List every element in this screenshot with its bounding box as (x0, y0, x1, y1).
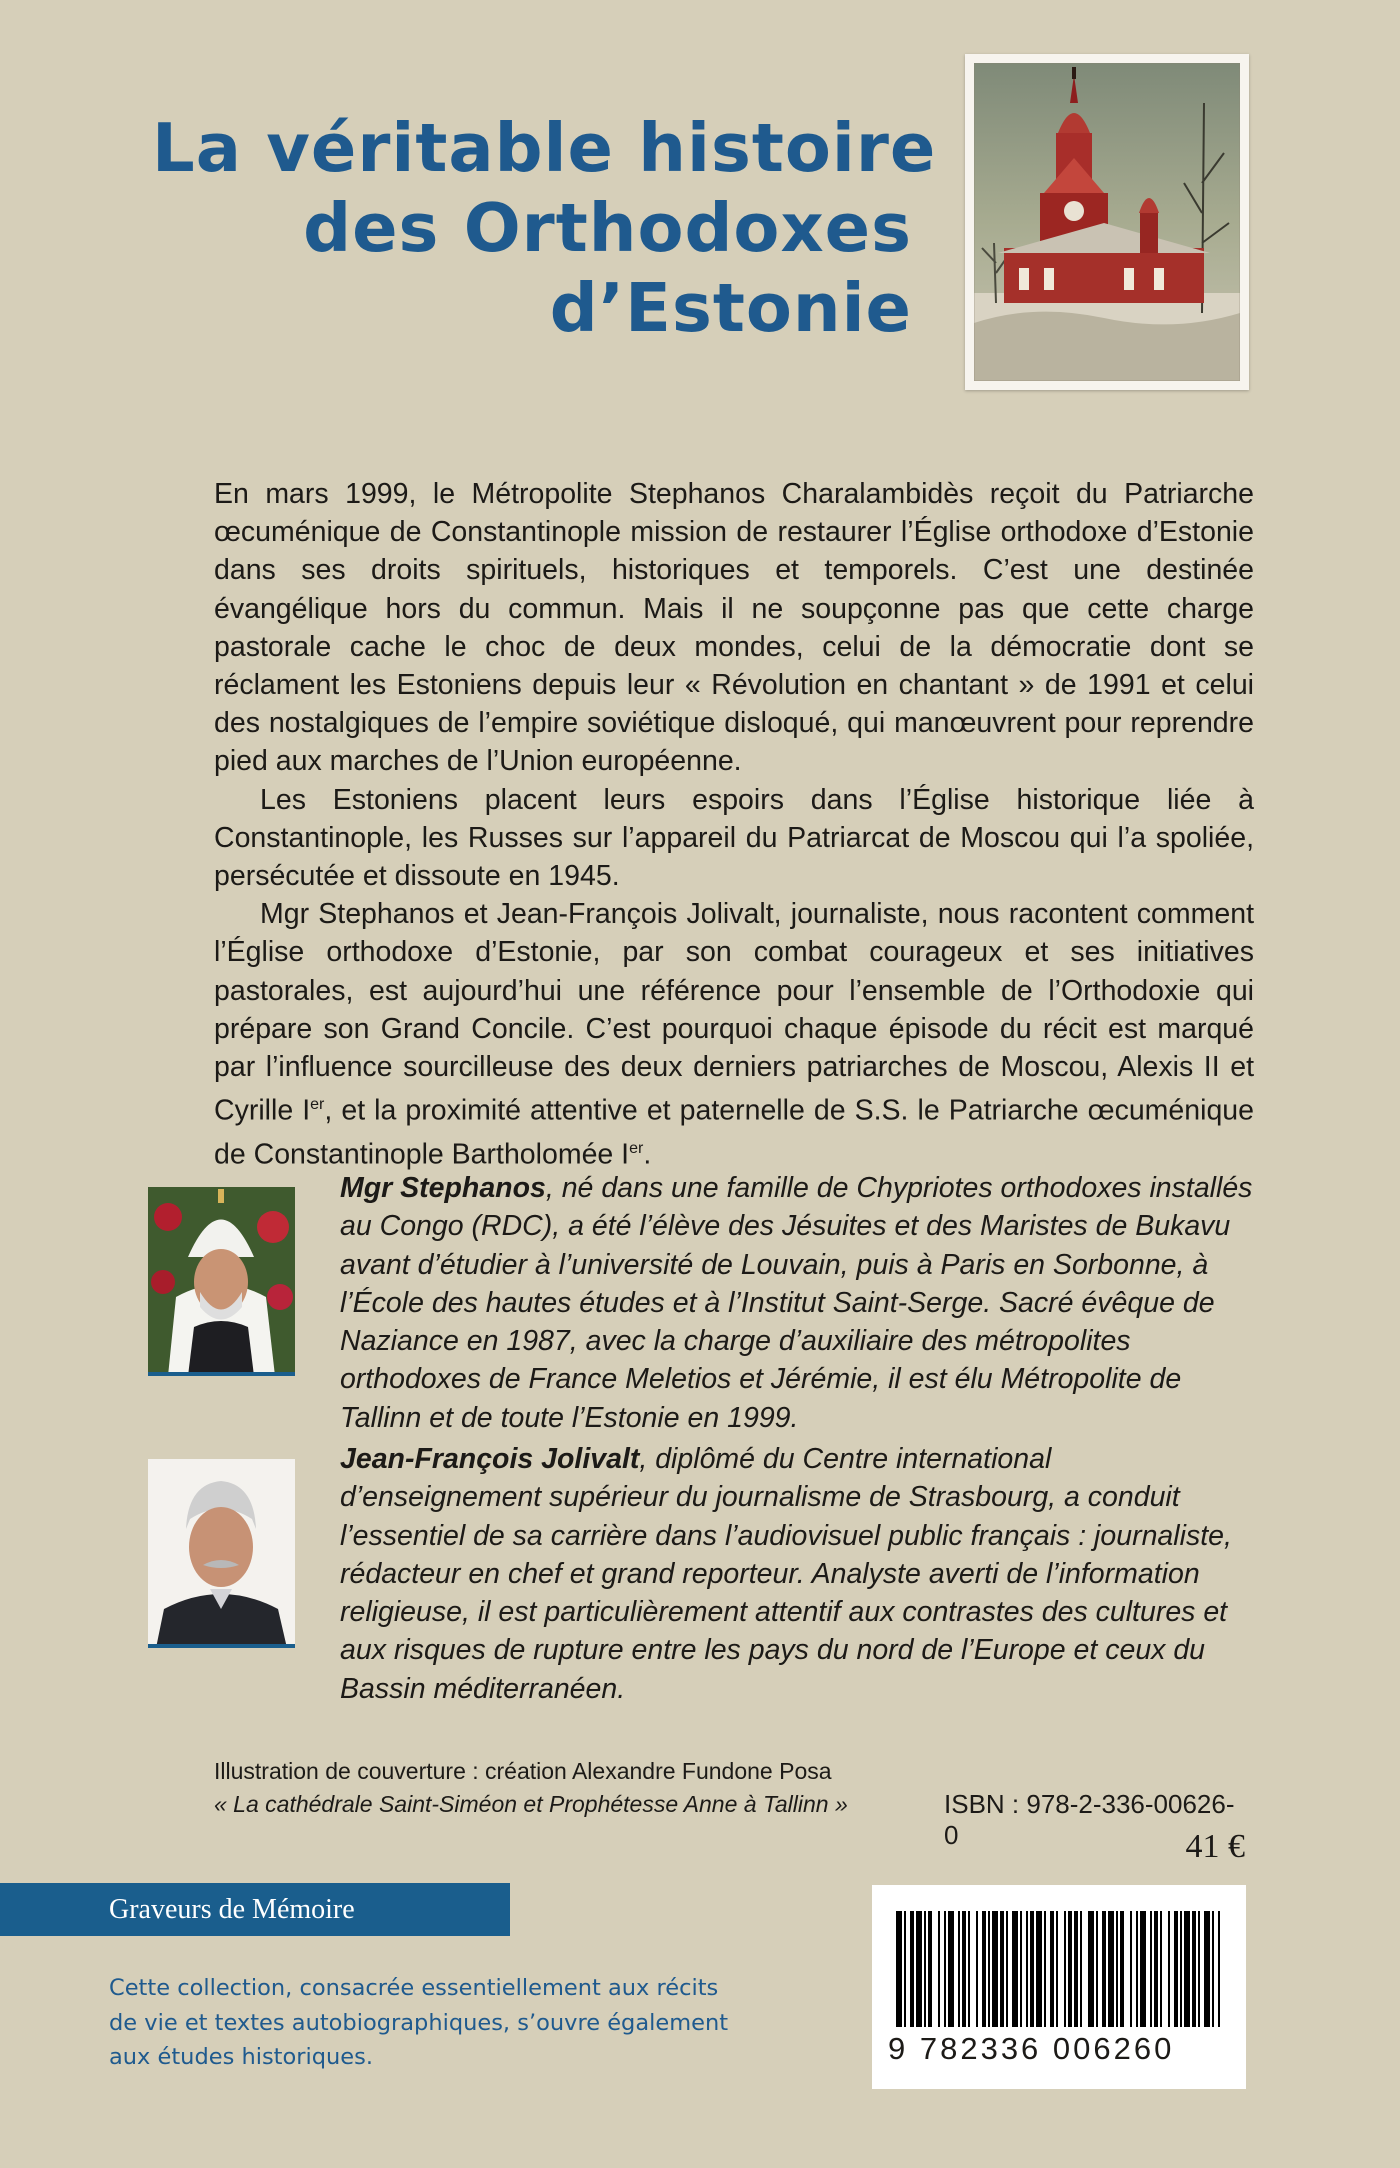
barcode-bar (1204, 1911, 1210, 2027)
barcode-bar (948, 1911, 954, 2027)
collection-description-line-3: aux études historiques. (109, 2044, 374, 2070)
barcode-bar (1036, 1911, 1042, 2027)
collection-band: Graveurs de Mémoire (0, 1883, 510, 1936)
illustration-caption: « La cathédrale Saint-Siméon et Prophétesse Anne à Tallinn » (214, 1791, 848, 1817)
barcode-bar (910, 1911, 914, 2027)
cover-credits (214, 1755, 894, 1821)
superscript-er: er (310, 1096, 325, 1114)
barcode-bar (1120, 1911, 1124, 2027)
barcode-bar (1012, 1911, 1018, 2027)
author-name-jolivalt: Jean-François Jolivalt (340, 1443, 640, 1475)
barcode-bar (1000, 1911, 1004, 2027)
barcode-bar (1192, 1911, 1196, 2027)
barcode-bar (1096, 1911, 1098, 2027)
title-line-3: d’Estonie (549, 269, 912, 347)
barcode-digits: 9 782336 006260 (888, 2031, 1175, 2066)
portrait-jean-francois-jolivalt (148, 1459, 295, 1648)
portrait-mgr-stephanos (148, 1187, 295, 1376)
barcode-bar (928, 1911, 932, 2027)
barcode-panel (872, 1885, 1246, 2089)
cover-illustration-frame (965, 54, 1249, 390)
barcode-bar (1050, 1911, 1054, 2027)
summary-paragraph-3-end: . (643, 1138, 652, 1171)
barcode-bar (904, 1911, 906, 2027)
barcode-bar (992, 1911, 998, 2027)
barcode-bar (1108, 1911, 1114, 2027)
barcode-bar (1180, 1911, 1182, 2027)
isbn: ISBN : 978-2-336-00626-0 (944, 1789, 1235, 1850)
title-line-2: des Orthodoxes (303, 189, 912, 267)
barcode-bar (1168, 1911, 1170, 2027)
summary-paragraph-2: Les Estoniens placent leurs espoirs dans l’Église historique liée à Constantinople, les Russes sur l’appareil du Patriarcat de Moscou qui l’a spoliée, persécutée et dissoute en 1945. (214, 783, 1254, 893)
barcode-bar (988, 1911, 990, 2027)
barcode-bar (1218, 1911, 1220, 2027)
barcode-bar (1006, 1911, 1008, 2027)
barcode-bar (1160, 1911, 1162, 2027)
barcode-bar (1198, 1911, 1200, 2027)
barcode-bar (1064, 1911, 1066, 2027)
barcode-bar (1150, 1911, 1152, 2027)
author-name-stephanos: Mgr Stephanos (340, 1172, 546, 1204)
barcode-bar (982, 1911, 986, 2027)
barcode-bar (1102, 1911, 1106, 2027)
collection-description-line-1: Cette collection, consacrée essentiellement aux récits (109, 1975, 719, 2001)
barcode-bar (896, 1911, 902, 2027)
barcode-bar (1116, 1911, 1118, 2027)
author-bio-text-jolivalt: , diplômé du Centre international d’enseignement supérieur du journalisme de Strasbourg, a conduit l’essentiel de sa carrière dans l’audiovisuel public français : journaliste, rédacteur en chef et grand reporteur. Analyste averti de l’information religieuse, il est particulièrement attentif aux contrastes des cultures et aux risques de rupture entre les pays du nord de l’Europe et ceux du Bassin méditerranéen. (340, 1443, 1232, 1705)
barcode-bar (1154, 1911, 1158, 2027)
barcode-bar (958, 1911, 960, 2027)
book-title (152, 108, 937, 348)
barcode-bar (962, 1911, 966, 2027)
summary-paragraph-1: En mars 1999, le Métropolite Stephanos Charalambidès reçoit du Patriarche œcuménique de Constantinople mission de restaurer l’Église orthodoxe d’Estonie dans ses droits spirituels, historiques et temporels. C’est une destinée évangélique hors du commun. Mais il ne soupçonne pas que cette charge pastorale cache le choc de deux mondes, celui de la démocratie dont se réclament les Estoniens depuis leur « Révolution en chantant » de 1991 et celui des nostalgiques de l’empire soviétique disloqué, qui manœuvrent pour reprendre pied aux marches de l’Union européenne. (214, 478, 1254, 778)
superscript-er: er (629, 1139, 644, 1157)
barcode-bar (1020, 1911, 1022, 2027)
barcode-bar (968, 1911, 970, 2027)
collection-description (109, 1971, 729, 2075)
summary-paragraph-3-part-b: , et la proximité attentive et paternelle de S.S. le Patriarche œcuménique de Constantinople Bartholomée I (214, 1094, 1254, 1171)
barcode-bar (976, 1911, 978, 2027)
collection-description-line-2: de vie et textes autobiographiques, s’ouvre également (109, 2009, 729, 2036)
barcode-bar (1056, 1911, 1058, 2027)
barcode-bar (1030, 1911, 1034, 2027)
cathedral-illustration (974, 63, 1240, 381)
barcode-bar (1074, 1911, 1078, 2027)
summary-paragraph-3-part-a: Mgr Stephanos et Jean-François Jolivalt, journaliste, nous racontent comment l’Église orthodoxe d’Estonie, par son combat courageux et ses initiatives pastorales, est aujourd’hui une référence pour l’ensemble de l’Orthodoxie qui prépare son Grand Concile. C’est pourquoi chaque épisode du récit est marqué par l’influence sourcilleuse des deux derniers patriarches de Moscou, Alexis II et Cyrille I (214, 898, 1254, 1127)
barcode-bar (1088, 1911, 1094, 2027)
barcode-bar (938, 1911, 940, 2027)
barcode-bar (944, 1911, 946, 2027)
barcode-bar (1026, 1911, 1028, 2027)
barcode-icon (886, 1911, 1232, 2031)
barcode-bar (916, 1911, 922, 2027)
title-line-1: La véritable histoire (152, 109, 937, 187)
summary-paragraph-3 (214, 895, 1254, 1173)
illustration-credit: Illustration de couverture : création Alexandre Fundone Posa (214, 1758, 832, 1784)
barcode-bar (1068, 1911, 1072, 2027)
barcode-bar (1130, 1911, 1132, 2027)
back-cover-summary (214, 475, 1254, 1174)
author-bio-jolivalt (340, 1440, 1255, 1708)
barcode-bar (1174, 1911, 1178, 2027)
barcode-bar (924, 1911, 926, 2027)
barcode-bar (1136, 1911, 1138, 2027)
author-bio-stephanos (340, 1169, 1255, 1437)
barcode-bar (1044, 1911, 1046, 2027)
author-bio-text-stephanos: , né dans une famille de Chypriotes orthodoxes installés au Congo (RDC), a été l’élève des Jésuites et des Maristes de Bukavu avant d’étudier à l’université de Louvain, puis à Paris en Sorbonne, à l’École des hautes études et à l’Institut Saint-Serge. Sacré évêque de Naziance en 1987, avec la charge d’auxiliaire des métropolites orthodoxes de France Meletios et Jérémie, il est élu Métropolite de Tallinn et de toute l’Estonie en 1999. (340, 1172, 1253, 1434)
barcode-bar (1080, 1911, 1082, 2027)
barcode-bar (1184, 1911, 1190, 2027)
barcode-bar (1140, 1911, 1146, 2027)
price: 41 € (1185, 1828, 1245, 1865)
barcode-bar (1212, 1911, 1214, 2027)
